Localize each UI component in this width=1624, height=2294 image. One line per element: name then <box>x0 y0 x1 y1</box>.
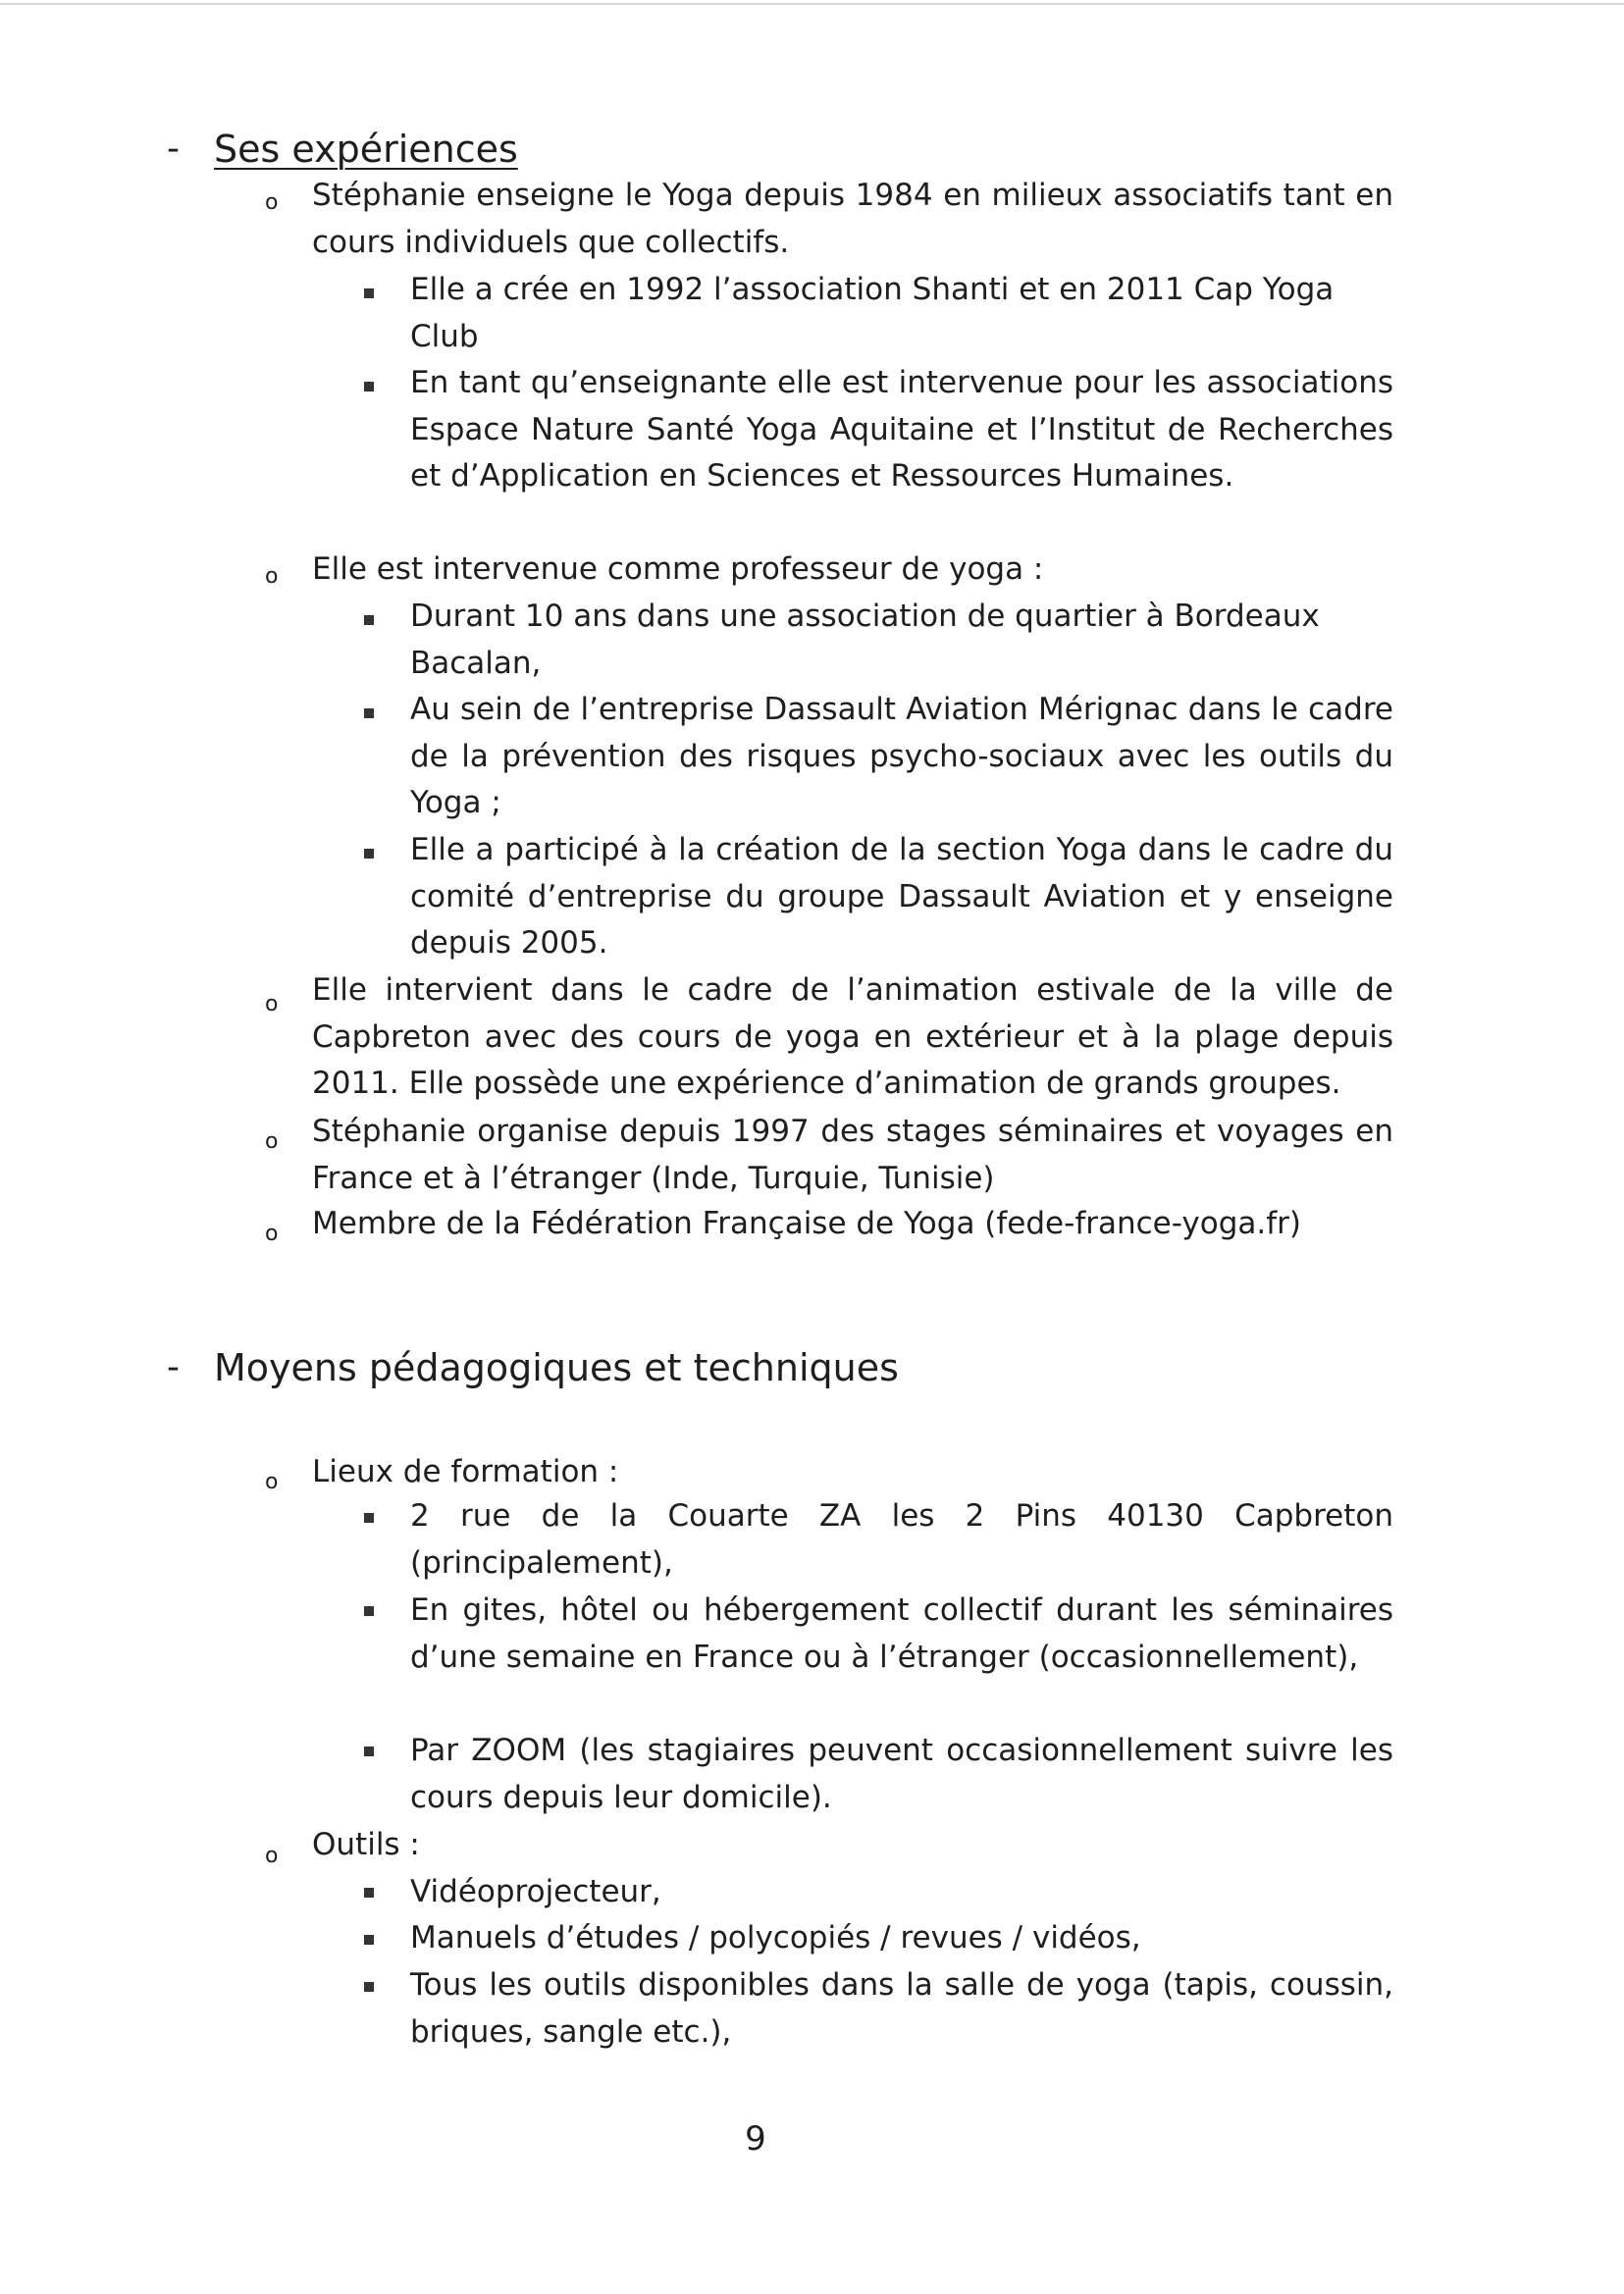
section2-item1-sub2-bullet <box>364 1606 374 1616</box>
section1-item2-sub3-text: Elle a participé à la création de la section Yoga dans le cadre du comité d’entreprise du groupe Dassault Aviation et y enseigne depuis 2005. <box>410 832 1393 962</box>
section1-item1-sub2-text: En tant qu’enseignante elle est intervenue pour les associations Espace Nature Santé Yoga Aquitaine et l’Institut de Recherches et d’Application en Sciences et Ressources Humaines. <box>410 365 1393 495</box>
section1-item5-bullet: o <box>265 1222 279 1246</box>
section2-item2-bullet: o <box>265 1844 279 1868</box>
section1-item3-bullet: o <box>265 992 279 1017</box>
section2-item2-sub3-bullet <box>364 1982 374 1992</box>
section2-item2-sub3-text: Tous les outils disponibles dans la salle de yoga (tapis, coussin, briques, sangle etc.), <box>410 1967 1393 2050</box>
section1-item2-sub2-text: Au sein de l’entreprise Dassault Aviation Mérignac dans le cadre de la prévention des risques psycho-sociaux avec les outils du Yoga ; <box>410 692 1393 821</box>
section2-item1-sub1-bullet <box>364 1513 374 1523</box>
section1-dash: - <box>167 129 180 169</box>
section1-item2-sub3-bullet <box>364 849 374 859</box>
section1-item1-text: Stéphanie enseigne le Yoga depuis 1984 en milieux associatifs tant en cours individuels que collectifs. <box>312 178 1393 260</box>
section1-title: Ses expériences <box>214 128 518 171</box>
section2-item2-sub1-text: Vidéoprojecteur, <box>410 1874 661 1909</box>
section1-item4-bullet: o <box>265 1129 279 1154</box>
section2-item2-sub2-text: Manuels d’études / polycopiés / revues / vidéos, <box>410 1920 1141 1955</box>
section1-item2-sub2-bullet <box>364 708 374 718</box>
section1-item1-sub1-text: Elle a crée en 1992 l’association Shanti et en 2011 Cap Yoga Club <box>410 272 1335 354</box>
section2-dash: - <box>167 1347 180 1387</box>
section2-title: Moyens pédagogiques et techniques <box>214 1346 899 1389</box>
section1-item2-text: Elle est intervenue comme professeur de yoga : <box>312 551 1044 587</box>
section1-item1-bullet: o <box>265 190 279 215</box>
section2-item2-sub2-bullet <box>364 1935 374 1945</box>
section2-item2-sub1-bullet <box>364 1888 374 1898</box>
section1-item2-sub1-text: Durant 10 ans dans une association de quartier à Bordeaux Bacalan, <box>410 599 1320 681</box>
section2-item1-sub1-text: 2 rue de la Couarte ZA les 2 Pins 40130 Capbreton (principalement), <box>410 1498 1393 1581</box>
section2-item1-sub2-text: En gites, hôtel ou hébergement collectif durant les séminaires d’une semaine en France ou à l’étranger (occasionnellement), <box>410 1592 1393 1675</box>
section1-item2-bullet: o <box>265 564 279 589</box>
section2-item1-bullet: o <box>265 1470 279 1494</box>
section2-item1-sub3-text: Par ZOOM (les stagiaires peuvent occasionnellement suivre les cours depuis leur domicile). <box>410 1733 1393 1815</box>
section1-item4-text: Stéphanie organise depuis 1997 des stages séminaires et voyages en France et à l’étranger (Inde, Turquie, Tunisie) <box>312 1114 1393 1196</box>
section2-item1-sub3-bullet <box>364 1747 374 1756</box>
section1-item3-text: Elle intervient dans le cadre de l’animation estivale de la ville de Capbreton avec des cours de yoga en extérieur et à la plage depuis 2011. Elle possède une expérience d’animation de grands groupes. <box>312 972 1393 1102</box>
section1-item2-sub1-bullet <box>364 615 374 625</box>
page-number: 9 <box>745 2119 766 2159</box>
section1-item5-text: Membre de la Fédération Française de Yoga (fede-france-yoga.fr) <box>312 1206 1301 1241</box>
section1-item1-sub2-bullet <box>364 382 374 391</box>
section2-item2-text: Outils : <box>312 1827 420 1862</box>
section2-item1-text: Lieux de formation : <box>312 1454 619 1489</box>
section1-item1-sub1-bullet <box>364 288 374 298</box>
